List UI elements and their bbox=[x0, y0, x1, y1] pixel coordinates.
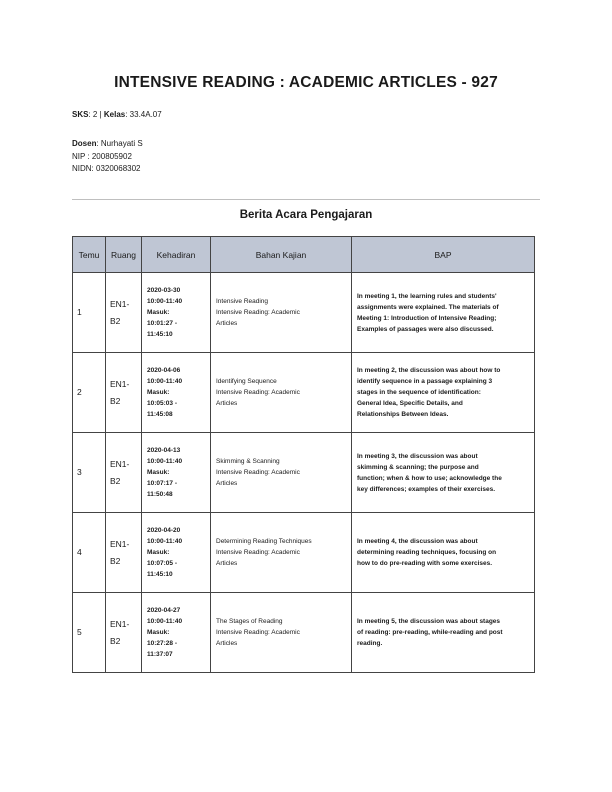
bahan-kajian-line: Intensive Reading bbox=[216, 298, 269, 305]
kehadiran-line: 2020-03-30 bbox=[147, 287, 181, 294]
bahan-kajian-line: The Stages of Reading bbox=[216, 618, 283, 625]
table-row bbox=[73, 273, 535, 353]
kehadiran-line: 10:27:28 - bbox=[147, 640, 177, 647]
bap-cell bbox=[352, 513, 535, 593]
bahan-kajian-line: Articles bbox=[216, 560, 238, 567]
header-temu: Temu bbox=[73, 237, 106, 273]
bahan-kajian-line: Determining Reading Techniques bbox=[216, 538, 312, 545]
kehadiran-line: 2020-04-06 bbox=[147, 367, 181, 374]
bahan-kajian-line: Articles bbox=[216, 400, 238, 407]
kehadiran-cell bbox=[142, 273, 211, 353]
ruang-line: B2 bbox=[110, 315, 121, 326]
bap-cell bbox=[352, 353, 535, 433]
bap-line: Examples of passages were also discussed. bbox=[357, 325, 494, 333]
ruang-cell bbox=[106, 273, 142, 353]
kehadiran-line: 10:00-11:40 bbox=[147, 298, 183, 305]
ruang-cell bbox=[106, 433, 142, 513]
bap-line: determining reading techniques, focusing on bbox=[357, 549, 497, 556]
bahan-kajian-cell bbox=[211, 593, 352, 673]
ruang-line: EN1- bbox=[110, 298, 130, 309]
nidn: NIDN: 0320068302 bbox=[72, 164, 141, 173]
header-bap: BAP bbox=[352, 237, 535, 273]
header-ruang: Ruang bbox=[106, 237, 142, 273]
kehadiran-line: 10:01:27 - bbox=[147, 320, 177, 327]
teaching-report-table bbox=[72, 236, 535, 673]
dosen-label: Dosen bbox=[72, 139, 97, 148]
kehadiran-line: Masuk: bbox=[147, 469, 170, 476]
bap-line: key differences; examples of their exercises. bbox=[357, 485, 496, 493]
table-row bbox=[73, 353, 535, 433]
bahan-kajian-line: Intensive Reading: Academic bbox=[216, 469, 300, 476]
ruang-line: EN1- bbox=[110, 378, 130, 389]
kehadiran-line: 11:45:10 bbox=[147, 571, 173, 578]
ruang-line: EN1- bbox=[110, 458, 130, 469]
lecturer-info bbox=[72, 138, 143, 176]
bahan-kajian-line: Articles bbox=[216, 320, 238, 327]
bap-line: In meeting 5, the discussion was about stages bbox=[357, 618, 501, 625]
bap-line: identify sequence in a passage explaining 3 bbox=[357, 378, 493, 385]
bap-line: function; when & how to use; acknowledge the bbox=[357, 474, 502, 482]
kehadiran-line: 2020-04-27 bbox=[147, 607, 181, 614]
temu-cell: 1 bbox=[73, 273, 106, 353]
page-title: INTENSIVE READING : ACADEMIC ARTICLES - 927 bbox=[114, 74, 498, 91]
kehadiran-line: 10:00-11:40 bbox=[147, 458, 183, 465]
kelas-value: : 33.4A.07 bbox=[125, 110, 162, 119]
temu-cell: 5 bbox=[73, 593, 106, 673]
bahan-kajian-line: Skimming & Scanning bbox=[216, 458, 280, 465]
temu-cell: 2 bbox=[73, 353, 106, 433]
bahan-kajian-line: Intensive Reading: Academic bbox=[216, 549, 300, 556]
bahan-kajian-line: Intensive Reading: Academic bbox=[216, 629, 300, 636]
table-header-row bbox=[73, 237, 535, 273]
table-row bbox=[73, 513, 535, 593]
bap-line: Meeting 1: Introduction of Intensive Reading; bbox=[357, 314, 497, 322]
kehadiran-line: Masuk: bbox=[147, 549, 170, 556]
kehadiran-line: 11:50:48 bbox=[147, 491, 173, 498]
header-kehadiran: Kehadiran bbox=[142, 237, 211, 273]
kehadiran-line: 2020-04-13 bbox=[147, 447, 181, 454]
kehadiran-line: 10:00-11:40 bbox=[147, 538, 183, 545]
course-info bbox=[72, 109, 162, 122]
header-bahan-kajian: Bahan Kajian bbox=[211, 237, 352, 273]
kelas-label: Kelas bbox=[103, 110, 126, 119]
ruang-line: B2 bbox=[110, 555, 121, 566]
bap-line: of reading: pre-reading, while-reading and post bbox=[357, 629, 503, 636]
kehadiran-line: 10:05:03 - bbox=[147, 400, 177, 407]
bap-line: In meeting 4, the discussion was about bbox=[357, 538, 478, 545]
kehadiran-line: 10:07:05 - bbox=[147, 560, 177, 567]
bap-cell bbox=[352, 433, 535, 513]
ruang-line: B2 bbox=[110, 475, 121, 486]
sks-label: SKS bbox=[72, 110, 89, 119]
bap-line: General Idea, Specific Details, and bbox=[357, 400, 463, 407]
table-row bbox=[73, 433, 535, 513]
ruang-line: B2 bbox=[110, 635, 121, 646]
table-row bbox=[73, 593, 535, 673]
bahan-kajian-cell bbox=[211, 353, 352, 433]
bap-cell bbox=[352, 593, 535, 673]
bap-line: stages in the sequence of identification: bbox=[357, 389, 481, 396]
bahan-kajian-line: Articles bbox=[216, 640, 238, 647]
bahan-kajian-cell bbox=[211, 433, 352, 513]
kehadiran-line: 10:07:17 - bbox=[147, 480, 177, 487]
bap-line: reading. bbox=[357, 640, 383, 647]
kehadiran-line: Masuk: bbox=[147, 309, 170, 316]
ruang-cell bbox=[106, 513, 142, 593]
sks-value: : 2 | bbox=[88, 110, 104, 119]
ruang-line: EN1- bbox=[110, 538, 130, 549]
bap-line: In meeting 1, the learning rules and students' bbox=[357, 292, 497, 300]
bap-line: In meeting 2, the discussion was about how to bbox=[357, 367, 501, 374]
kehadiran-cell bbox=[142, 593, 211, 673]
kehadiran-cell bbox=[142, 433, 211, 513]
bahan-kajian-line: Intensive Reading: Academic bbox=[216, 389, 300, 396]
kehadiran-line: Masuk: bbox=[147, 389, 170, 396]
temu-cell: 3 bbox=[73, 433, 106, 513]
section-title: Berita Acara Pengajaran bbox=[239, 209, 373, 221]
ruang-cell bbox=[106, 353, 142, 433]
bahan-kajian-cell bbox=[211, 273, 352, 353]
ruang-line: B2 bbox=[110, 395, 121, 406]
bahan-kajian-line: Identifying Sequence bbox=[216, 378, 277, 385]
kehadiran-cell bbox=[142, 353, 211, 433]
kehadiran-line: 10:00-11:40 bbox=[147, 618, 183, 625]
bap-line: In meeting 3, the discussion was about bbox=[357, 452, 478, 460]
dosen-value: : Nurhayati S bbox=[96, 139, 143, 148]
bap-line: how to do pre-reading with some exercises. bbox=[357, 560, 493, 567]
kehadiran-line: 2020-04-20 bbox=[147, 527, 181, 534]
kehadiran-line: 11:45:10 bbox=[147, 331, 173, 338]
bap-line: assignments were explained. The materials of bbox=[357, 303, 499, 311]
kehadiran-line: 10:00-11:40 bbox=[147, 378, 183, 385]
temu-cell: 4 bbox=[73, 513, 106, 593]
bahan-kajian-cell bbox=[211, 513, 352, 593]
kehadiran-line: 11:37:07 bbox=[147, 651, 173, 658]
bahan-kajian-line: Articles bbox=[216, 480, 238, 487]
kehadiran-line: Masuk: bbox=[147, 629, 170, 636]
bap-line: skimming & scanning; the purpose and bbox=[357, 463, 479, 471]
bahan-kajian-line: Intensive Reading: Academic bbox=[216, 309, 300, 316]
bap-cell bbox=[352, 273, 535, 353]
ruang-cell bbox=[106, 593, 142, 673]
kehadiran-cell bbox=[142, 513, 211, 593]
bap-line: Relationships Between Ideas. bbox=[357, 411, 449, 418]
nip: NIP : 200805902 bbox=[72, 151, 132, 161]
divider bbox=[72, 199, 540, 200]
kehadiran-line: 11:45:08 bbox=[147, 411, 173, 418]
ruang-line: EN1- bbox=[110, 618, 130, 629]
